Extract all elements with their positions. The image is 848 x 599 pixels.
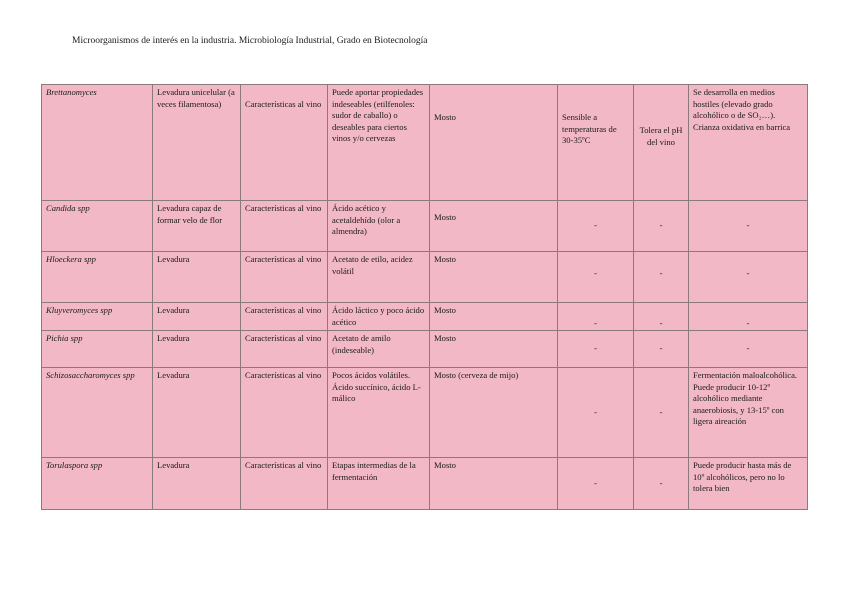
cell-characteristics: Características al vino — [241, 458, 328, 510]
cell-type: Levadura — [153, 368, 241, 458]
cell-temperature: - — [558, 252, 634, 303]
cell-effect: Acetato de amilo (indeseable) — [328, 331, 430, 368]
cell-effect: Ácido acético y acetaldehído (olor a almendra) — [328, 201, 430, 252]
table-row — [42, 201, 808, 252]
cell-notes: Puede producir hasta más de 10º alcohólicos, pero no lo tolera bien — [689, 458, 808, 510]
cell-organism: Schizosaccharomyces spp — [42, 368, 153, 458]
table-row — [42, 252, 808, 303]
cell-characteristics: Características al vino — [241, 201, 328, 252]
cell-organism: Torulaspora spp — [42, 458, 153, 510]
cell-characteristics: Características al vino — [241, 331, 328, 368]
cell-ph: - — [634, 201, 689, 252]
cell-effect: Pocos ácidos volátiles. Ácido succínico, ácido L-málico — [328, 368, 430, 458]
cell-organism: Hloeckera spp — [42, 252, 153, 303]
cell-substrate: Mosto — [430, 252, 558, 303]
cell-ph: - — [634, 368, 689, 458]
cell-ph: Tolera el pH del vino — [634, 85, 689, 201]
table-row — [42, 368, 808, 458]
cell-ph: - — [634, 303, 689, 331]
table-row — [42, 458, 808, 510]
cell-effect: Acetato de etilo, acidez volátil — [328, 252, 430, 303]
cell-ph: - — [634, 331, 689, 368]
cell-characteristics: Características al vino — [241, 85, 328, 201]
cell-characteristics: Características al vino — [241, 368, 328, 458]
cell-substrate: Mosto (cerveza de mijo) — [430, 368, 558, 458]
cell-temperature: - — [558, 458, 634, 510]
cell-ph: - — [634, 458, 689, 510]
cell-temperature: Sensible a temperaturas de 30-35ºC — [558, 85, 634, 201]
cell-organism: Candida spp — [42, 201, 153, 252]
cell-temperature: - — [558, 331, 634, 368]
table-row — [42, 331, 808, 368]
cell-type: Levadura capaz de formar velo de flor — [153, 201, 241, 252]
cell-notes: Se desarrolla en medios hostiles (elevado grado alcohólico o de SO₂…). Crianza oxidativa en barrica — [689, 85, 808, 201]
document-header: Microorganismos de interés en la industria. Microbiología Industrial, Grado en Biotecnología — [72, 36, 428, 46]
cell-substrate: Mosto — [430, 201, 558, 252]
cell-temperature: - — [558, 201, 634, 252]
cell-type: Levadura — [153, 252, 241, 303]
cell-substrate: Mosto — [430, 303, 558, 331]
cell-organism: Kluyveromyces spp — [42, 303, 153, 331]
table-row — [42, 85, 808, 201]
cell-notes: - — [689, 303, 808, 331]
cell-effect: Puede aportar propiedades indeseables (etilfenoles: sudor de caballo) o deseables para ciertos vinos y/o cervezas — [328, 85, 430, 201]
cell-organism: Brettanomyces — [42, 85, 153, 201]
cell-ph: - — [634, 252, 689, 303]
cell-type: Levadura — [153, 331, 241, 368]
cell-notes: - — [689, 201, 808, 252]
cell-notes: Fermentación maloalcohólica. Puede producir 10-12º alcohólico mediante anaerobiosis, y 13-15º con ligera aireación — [689, 368, 808, 458]
microorganisms-table — [41, 84, 808, 510]
cell-type: Levadura unicelular (a veces filamentosa) — [153, 85, 241, 201]
cell-substrate: Mosto — [430, 85, 558, 201]
cell-substrate: Mosto — [430, 331, 558, 368]
cell-notes: - — [689, 252, 808, 303]
cell-temperature: - — [558, 303, 634, 331]
cell-temperature: - — [558, 368, 634, 458]
cell-organism: Pichia spp — [42, 331, 153, 368]
cell-characteristics: Características al vino — [241, 252, 328, 303]
cell-characteristics: Características al vino — [241, 303, 328, 331]
cell-type: Levadura — [153, 458, 241, 510]
cell-notes: - — [689, 331, 808, 368]
cell-effect: Etapas intermedias de la fermentación — [328, 458, 430, 510]
cell-substrate: Mosto — [430, 458, 558, 510]
cell-effect: Ácido láctico y poco ácido acético — [328, 303, 430, 331]
cell-type: Levadura — [153, 303, 241, 331]
table-row — [42, 303, 808, 331]
